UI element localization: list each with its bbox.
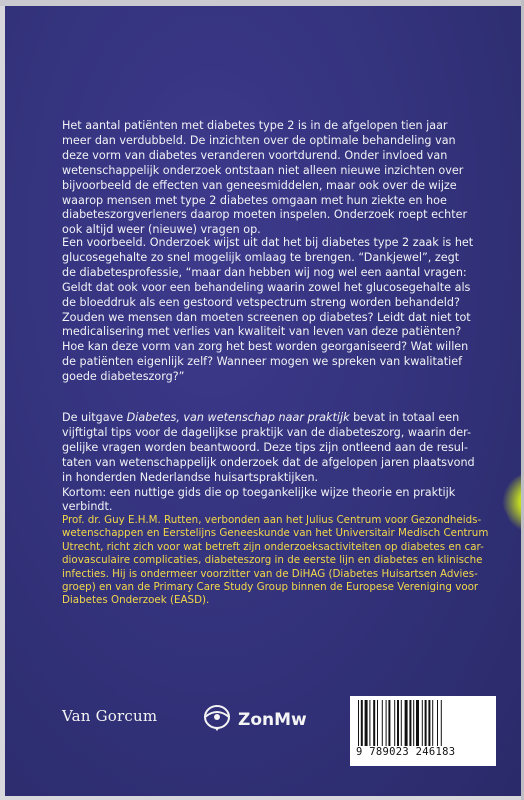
barcode-number: 9 789023 246183 <box>356 746 456 758</box>
text-line <box>62 411 468 426</box>
bio-line: Diabetes Onderzoek (EASD). <box>62 594 210 607</box>
bio-line: Utrecht, richt zich voor wat betreft zijn onderzoeksactiviteiten op diabetes en car- <box>62 540 484 553</box>
text-line: medicalisering met verlies van kwaliteit van leven van deze patiënten? <box>62 325 462 339</box>
partner-logo <box>202 703 307 736</box>
bio-line: Prof. dr. Guy E.H.M. Rutten, verbonden aan het Julius Centrum voor Gezondheids- <box>62 514 482 526</box>
book-title: Diabetes, van wetenschap naar praktijk <box>126 411 350 424</box>
text-line: Geldt dat ook voor een behandeling waarin zowel het glucosegehalte als <box>62 280 471 294</box>
text-line: glucosegehalte zo snel mogelijk omlaag te brengen. “Dankjewel”, zegt <box>62 250 460 264</box>
text-line: bijvoorbeeld de effecten van geneesmiddelen, maar ook over de wijze <box>62 178 457 192</box>
text-line: goede diabeteszorg?” <box>62 370 185 384</box>
text-line: de patiënten eigenlijk zelf? Wanneer mogen we spreken van kwalitatief <box>62 355 463 369</box>
paragraph-example <box>62 236 474 385</box>
text-fragment: bevat in totaal een <box>349 411 460 424</box>
text-line: taten van wetenschappelijk onderzoek dat de afgelopen jaren plaatsvond <box>62 455 475 469</box>
isbn-barcode <box>350 696 496 766</box>
paragraph-intro <box>62 119 468 238</box>
text-line: gelijke vragen worden beantwoord. Deze tips zijn ontleend aan de resul- <box>62 440 469 454</box>
text-line: wetenschappelijk onderzoek ontstaan niet alleen nieuwe inzichten over <box>62 163 464 177</box>
paragraph-book-description <box>62 411 475 515</box>
text-line: deze vorm van diabetes veranderen voortdurend. Onder invloed van <box>62 148 448 162</box>
decorative-glow <box>494 470 521 541</box>
text-line: de diabetesprofessie, “maar dan hebben wij nog wel een aantal vragen: <box>62 265 467 279</box>
bio-line: groep) en van de Primary Care Study Group binnen de Europese Vereniging voor <box>62 581 479 594</box>
bio-line: wetenschappen en Eerstelijns Geneeskunde van het Universitair Medisch Centrum <box>62 527 489 540</box>
text-line: meer dan verdubbeld. De inzichten over de optimale behandeling van <box>62 133 456 147</box>
text-fragment: De uitgave <box>62 411 127 424</box>
text-line: Een voorbeeld. Onderzoek wijst uit dat het bij diabetes type 2 zaak is het <box>62 236 474 249</box>
publisher-logo: Van Gorcum <box>62 707 158 725</box>
bio-line: infecties. Hij is ondermeer voorzitter van de DiHAG (Diabetes Huisartsen Advies- <box>62 567 478 580</box>
barcode-bars <box>358 700 488 746</box>
text-line: Het aantal patiënten met diabetes type 2 is in de afgelopen tien jaar <box>62 119 448 132</box>
partner-logo-text: ZonMw <box>238 709 307 730</box>
text-line: vijftigtal tips voor de dagelijkse praktijk van de diabeteszorg, waarin der- <box>62 425 472 439</box>
text-line: waarop mensen met type 2 diabetes omgaan met hun ziekte en hoe <box>62 193 447 207</box>
text-line: diabeteszorgverleners daarop moeten inspelen. Onderzoek roept echter <box>62 208 468 222</box>
text-line: verbindt. <box>62 500 113 514</box>
text-line: de bloeddruk als een gestoord vetspectrum streng worden behandeld? <box>62 295 460 309</box>
text-line: ook altijd weer (nieuwe) vragen op. <box>62 223 261 237</box>
text-line: in honderden Nederlandse huisartspraktijken. <box>62 470 319 484</box>
text-line: Kortom: een nuttige gids die op toegankelijke wijze theorie en praktijk <box>62 485 456 499</box>
author-bio <box>62 514 489 608</box>
zonmw-icon <box>202 703 232 736</box>
text-line: Hoe kan deze vorm van zorg het best worden georganiseerd? Wat willen <box>62 340 469 354</box>
bio-line: diovasculaire complicaties, diabeteszorg in de eerste lijn en diabetes en klinische <box>62 554 483 567</box>
text-line: Zouden we mensen dan moeten screenen op diabetes? Leidt dat niet tot <box>62 310 471 324</box>
